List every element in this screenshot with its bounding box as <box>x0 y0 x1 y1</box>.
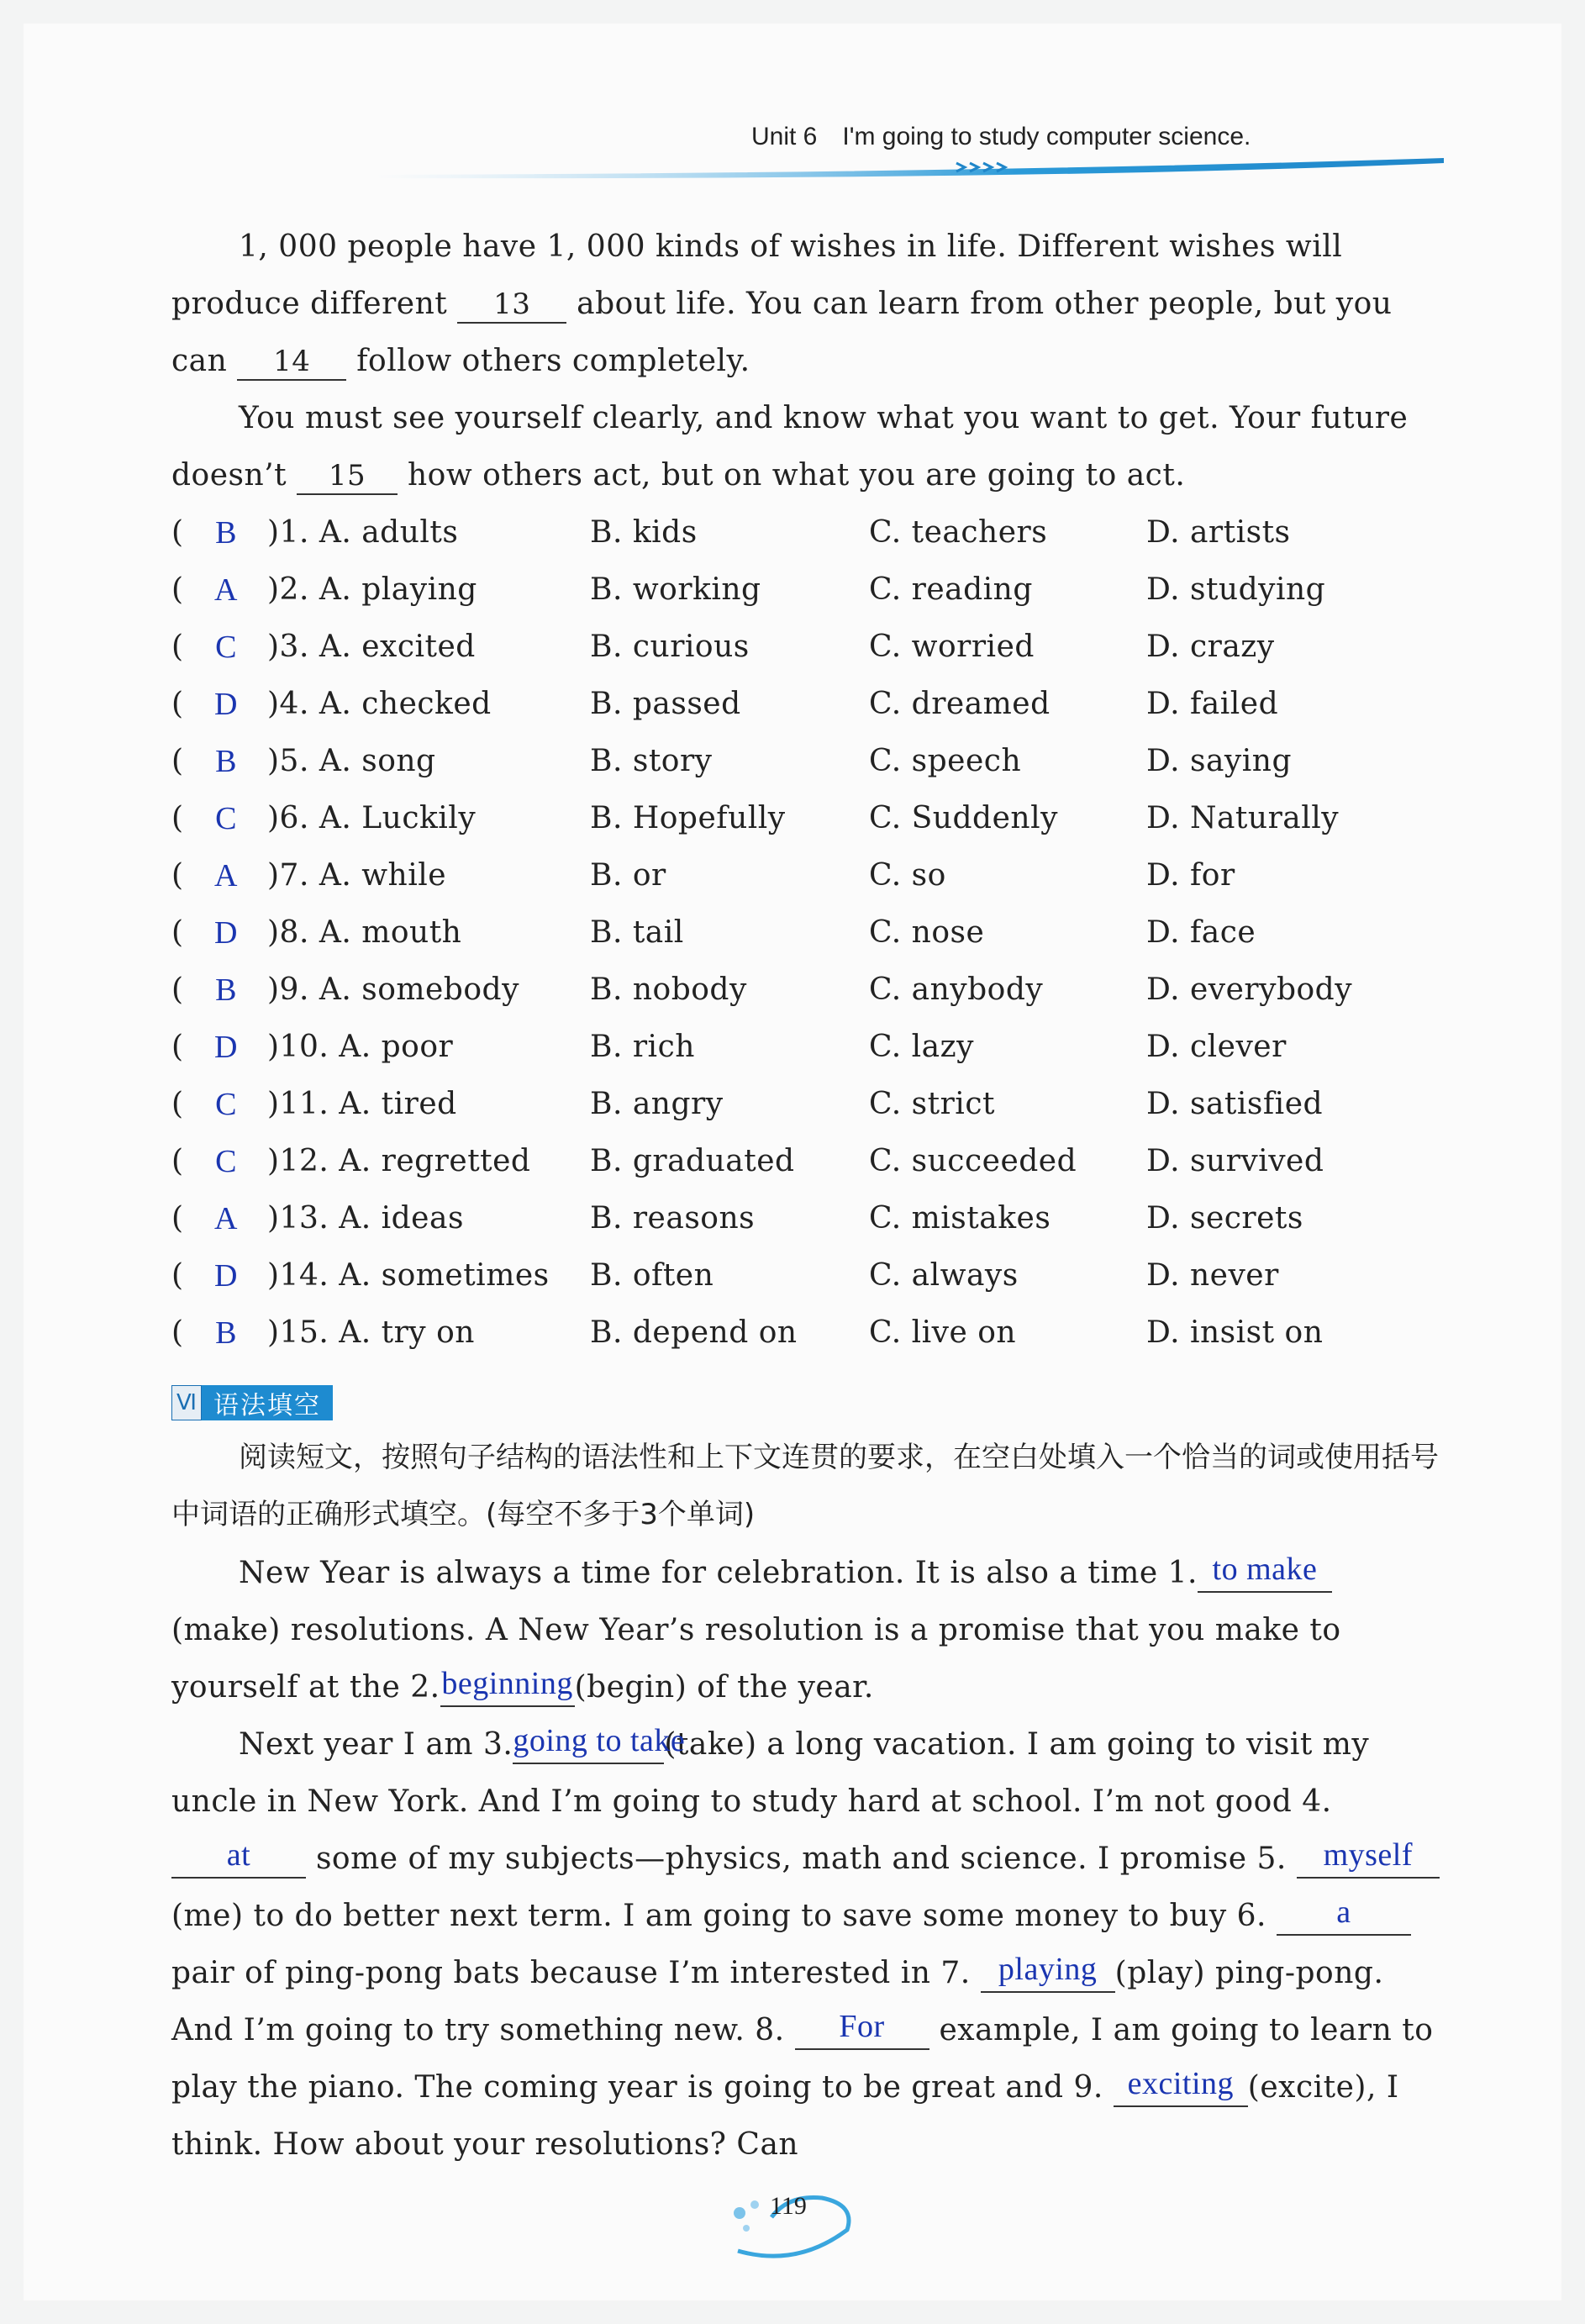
answer-mark: B <box>215 972 237 1008</box>
blank-1 <box>1198 1552 1332 1593</box>
handwritten-answer: going to take <box>513 1723 686 1758</box>
question-row: ( C )11. A. tired B. angry C. strict D. satisfied <box>171 1076 1445 1133</box>
question-row: ( D )10. A. poor B. rich C. lazy D. clever <box>171 1019 1445 1076</box>
answer-mark: A <box>214 858 238 893</box>
answer-mark: D <box>214 1258 238 1294</box>
blank-14: 14 <box>237 344 346 381</box>
answer-mark: C <box>215 630 237 665</box>
para1-text-a: 1, 000 people have 1, 000 kinds of wishes in life. Different wishes will produce different <box>171 229 1343 321</box>
blank-5 <box>1297 1837 1440 1879</box>
answer-mark: C <box>215 801 237 836</box>
blank-3 <box>513 1723 686 1764</box>
section-instruction: 阅读短文，按照句子结构的语法性和上下文连贯的要求，在空白处填入一个恰当的词或使用括号中词语的正确形式填空。(每空不多于3个单词) <box>171 1441 1439 1531</box>
blank-6 <box>1277 1895 1411 1936</box>
question-row: ( C )12. A. regretted B. graduated C. succeeded D. survived <box>171 1133 1445 1190</box>
blank-15: 15 <box>297 458 398 495</box>
section-heading <box>171 1385 333 1420</box>
answer-mark: D <box>214 1030 238 1065</box>
answer-mark: C <box>215 1087 237 1122</box>
blank-13: 13 <box>457 287 566 324</box>
header-unit: Unit 6 <box>751 123 818 150</box>
handwritten-answer: exciting <box>1127 2066 1234 2101</box>
para2-text-a: You must see yourself clearly, and know what you want to get. Your future doesn’t <box>171 401 1409 493</box>
handwritten-answer: myself <box>1323 1837 1414 1873</box>
blank-9 <box>1114 2066 1248 2107</box>
question-row: ( D )8. A. mouth B. tail C. nose D. face <box>171 904 1445 962</box>
answer-mark: D <box>214 915 238 951</box>
question-row: ( B )15. A. try on B. depend on C. live on D. insist on <box>171 1304 1445 1362</box>
answer-mark: D <box>214 687 238 722</box>
question-row: ( C )6. A. Luckily B. Hopefully C. Suddenly D. Naturally <box>171 790 1445 847</box>
question-row: ( D )4. A. checked B. passed C. dreamed D. failed <box>171 676 1445 733</box>
handwritten-answer: playing <box>998 1952 1098 1987</box>
answer-mark: C <box>215 1144 237 1179</box>
section-number: Ⅵ <box>171 1385 202 1420</box>
page-number: 119 <box>770 2192 807 2220</box>
running-header <box>751 123 1251 151</box>
handwritten-answer: a <box>1336 1895 1351 1930</box>
handwritten-answer: at <box>226 1837 251 1873</box>
grammar-passage: New Year is always a time for celebration. It is also a time 1. to make (make) resolutions. A New Year’s resolution is a promise that you make to yourself at the 2. beginning (begin) of the year. Next year I am 3. going to take (take) a long vacation. I am going to visit my uncle in New York. And I’m going to study hard at school. I’m not good 4. at some of my subjects—physics, math and science. I promise 5. myself (me) to do better next term. I am going to save some money to buy 6. a pair of ping-pong bats because I’m interested in 7. playing (play) ping-pong. And I’m going to try something new. 8. For example, I am going to learn to play the piano. The coming year is going to be great and 9. exciting (excite), I think. How about your resolutions? Can <box>171 1545 1445 2174</box>
section-title: 语法填空 <box>202 1385 333 1420</box>
header-rule-decoration <box>377 158 1444 183</box>
answer-mark: A <box>214 572 238 608</box>
answer-mark: B <box>215 744 237 779</box>
answer-mark: B <box>215 515 237 551</box>
question-row: ( D )14. A. sometimes B. often C. always D. never <box>171 1247 1445 1304</box>
question-row: ( A )13. A. ideas B. reasons C. mistakes D. secrets <box>171 1190 1445 1247</box>
blank-8 <box>795 2009 929 2050</box>
question-row: ( B )5. A. song B. story C. speech D. saying <box>171 733 1445 790</box>
blank-7 <box>981 1952 1115 1993</box>
para2-text-b: how others act, but on what you are going to act. <box>408 458 1186 493</box>
blank-2 <box>440 1666 575 1707</box>
answer-mark: A <box>214 1201 238 1236</box>
handwritten-answer: beginning <box>441 1666 573 1701</box>
handwritten-answer: For <box>839 2009 885 2044</box>
question-row: ( B )1. A. adults B. kids C. teachers D. artists <box>171 504 1445 561</box>
header-title: I'm going to study computer science. <box>842 123 1251 150</box>
answer-mark: B <box>215 1315 237 1351</box>
cloze-paragraph-2 <box>171 390 1445 504</box>
question-row: ( A )7. A. while B. or C. so D. for <box>171 847 1445 904</box>
handwritten-answer: to make <box>1212 1552 1318 1587</box>
page <box>24 24 1561 2300</box>
question-row: ( C )3. A. excited B. curious C. worried D. crazy <box>171 619 1445 676</box>
blank-4 <box>171 1837 306 1879</box>
para1-text-c: follow others completely. <box>356 344 750 378</box>
cloze-paragraph-1 <box>171 219 1445 390</box>
para1-text-b: about life. You can learn from other people, but you can <box>171 287 1393 378</box>
question-row: ( A )2. A. playing B. working C. reading D. studying <box>171 561 1445 619</box>
question-row: ( B )9. A. somebody B. nobody C. anybody D. everybody <box>171 962 1445 1019</box>
